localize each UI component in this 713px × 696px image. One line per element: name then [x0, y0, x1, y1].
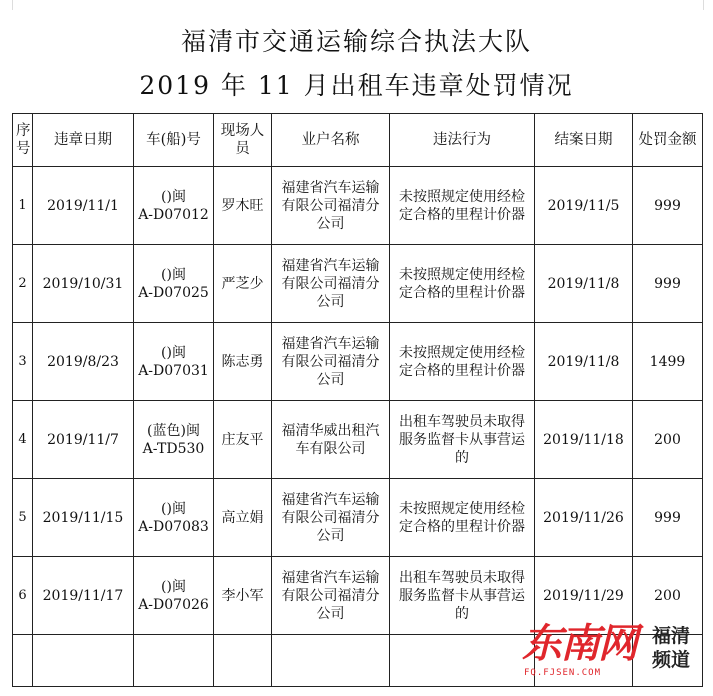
cell-close-date: 2019/11/26	[535, 479, 633, 557]
plate-prefix: ()闽	[161, 578, 186, 595]
cell-violation: 出租车驾驶员未取得服务监督卡从事营运的	[390, 401, 535, 479]
table-row	[13, 245, 703, 323]
cell-company: 福建省汽车运输有限公司福清分公司	[272, 557, 390, 635]
cell-fine: 999	[633, 479, 703, 557]
cell-staff: 陈志勇	[214, 323, 272, 401]
cell-violation: 未按照规定使用经检定合格的里程计价器	[390, 245, 535, 323]
header-fine: 处罚金额	[633, 114, 703, 167]
cell-staff: 罗木旺	[214, 167, 272, 245]
header-staff: 现场人员	[214, 114, 272, 167]
cell-date: 2019/8/23	[33, 323, 134, 401]
header-violation: 违法行为	[390, 114, 535, 167]
plate-number: A-D07012	[138, 206, 209, 223]
cell-no: 3	[13, 323, 33, 401]
plate-number: A-D07025	[138, 284, 209, 301]
header-no: 序号	[13, 114, 33, 167]
header-row	[13, 114, 703, 167]
header-violation-date: 违章日期	[33, 114, 134, 167]
cell-staff: 庄友平	[214, 401, 272, 479]
plate-prefix: ()闽	[161, 266, 186, 283]
empty-cell	[33, 635, 134, 687]
watermark-logo	[522, 622, 707, 682]
penalty-table	[12, 113, 703, 687]
cell-plate	[134, 557, 214, 635]
header-close-date: 结案日期	[535, 114, 633, 167]
cell-date: 2019/10/31	[33, 245, 134, 323]
cell-no: 5	[13, 479, 33, 557]
cell-no: 2	[13, 245, 33, 323]
title-line-2: 2019 年 11 月出租车违章处罚情况	[139, 71, 574, 100]
plate-number: A-D07083	[138, 518, 209, 535]
cell-plate	[134, 245, 214, 323]
cell-fine: 1499	[633, 323, 703, 401]
cell-staff: 高立娟	[214, 479, 272, 557]
cell-no: 4	[13, 401, 33, 479]
watermark-channel	[652, 624, 706, 672]
cell-plate	[134, 167, 214, 245]
empty-cell	[390, 635, 535, 687]
cell-close-date: 2019/11/5	[535, 167, 633, 245]
cell-staff: 严芝少	[214, 245, 272, 323]
table-row	[13, 479, 703, 557]
cell-no: 6	[13, 557, 33, 635]
plate-number: A-TD530	[142, 440, 205, 457]
cell-date: 2019/11/17	[33, 557, 134, 635]
watermark-brand: 东南网	[522, 621, 636, 667]
cell-fine: 999	[633, 167, 703, 245]
watermark-channel-line1: 福清	[652, 625, 691, 647]
table-row	[13, 323, 703, 401]
plate-prefix: ()闽	[161, 344, 186, 361]
cell-company: 福清华威出租汽车有限公司	[272, 401, 390, 479]
cell-date: 2019/11/15	[33, 479, 134, 557]
cell-company: 福建省汽车运输有限公司福清分公司	[272, 323, 390, 401]
table-row	[13, 401, 703, 479]
cell-fine: 200	[633, 557, 703, 635]
cell-plate	[134, 479, 214, 557]
empty-cell	[13, 635, 33, 687]
plate-number: A-D07026	[138, 596, 209, 613]
plate-prefix: ()闽	[161, 500, 186, 517]
title-line-1: 福清市交通运输综合执法大队	[180, 27, 532, 56]
cell-no: 1	[13, 167, 33, 245]
cell-violation: 未按照规定使用经检定合格的里程计价器	[390, 479, 535, 557]
cell-company: 福建省汽车运输有限公司福清分公司	[272, 167, 390, 245]
cell-company: 福建省汽车运输有限公司福清分公司	[272, 245, 390, 323]
watermark-channel-line2: 频道	[652, 649, 691, 671]
cell-plate	[134, 401, 214, 479]
cell-fine: 200	[633, 401, 703, 479]
header-company: 业户名称	[272, 114, 390, 167]
cell-violation: 未按照规定使用经检定合格的里程计价器	[390, 167, 535, 245]
spreadsheet-top-gridlines	[12, 0, 704, 10]
cell-date: 2019/11/1	[33, 167, 134, 245]
cell-violation: 未按照规定使用经检定合格的里程计价器	[390, 323, 535, 401]
cell-staff: 李小军	[214, 557, 272, 635]
cell-violation: 出租车驾驶员未取得服务监督卡从事营运的	[390, 557, 535, 635]
cell-fine: 999	[633, 245, 703, 323]
plate-number: A-D07031	[138, 362, 209, 379]
watermark-url: FQ.FJSEN.COM	[524, 668, 602, 678]
empty-cell	[214, 635, 272, 687]
cell-company: 福建省汽车运输有限公司福清分公司	[272, 479, 390, 557]
cell-date: 2019/11/7	[33, 401, 134, 479]
empty-cell	[134, 635, 214, 687]
plate-prefix: ()闽	[161, 188, 186, 205]
cell-plate	[134, 323, 214, 401]
header-plate: 车(船)号	[134, 114, 214, 167]
cell-close-date: 2019/11/18	[535, 401, 633, 479]
plate-prefix: (蓝色)闽	[147, 422, 200, 439]
empty-cell	[272, 635, 390, 687]
cell-close-date: 2019/11/8	[535, 323, 633, 401]
cell-close-date: 2019/11/8	[535, 245, 633, 323]
table-row	[13, 167, 703, 245]
cell-close-date: 2019/11/29	[535, 557, 633, 635]
